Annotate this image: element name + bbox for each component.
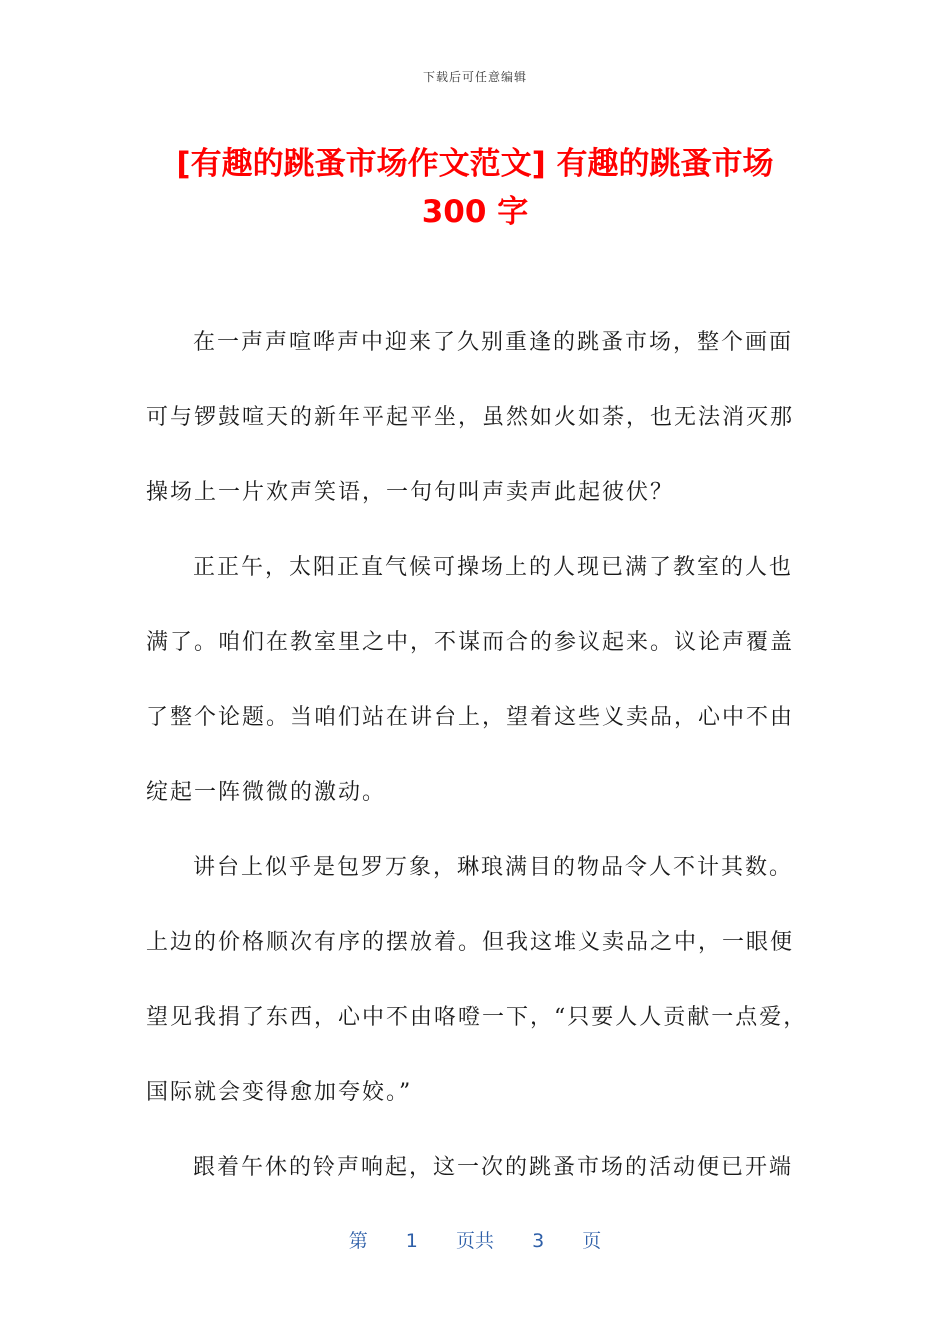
paragraph-4-line-1: 跟着午休的铃声响起，这一次的跳蚤市场的活动便已开端 — [193, 1155, 794, 1180]
footer-current-page: 1 — [405, 1230, 418, 1252]
paragraph-3-line-4: 国际就会变得愈加夸姣。” — [146, 1080, 413, 1105]
paragraph-1-line-1: 在一声声喧哗声中迎来了久别重逢的跳蚤市场，整个画面 — [193, 330, 794, 355]
paragraph-2-line-2: 满了。咱们在教室里之中，不谋而合的参议起来。议论声覆盖 — [146, 630, 795, 655]
title-line-1: [有趣的跳蚤市场作文范文] 有趣的跳蚤市场 — [176, 146, 774, 182]
page-footer — [0, 1226, 950, 1253]
paragraph-2-line-4: 绽起一阵微微的激动。 — [146, 780, 387, 805]
title-line-2: 300 字 — [421, 194, 529, 230]
footer-total-pages: 3 — [532, 1230, 545, 1252]
paragraph-3-line-1: 讲台上似乎是包罗万象，琳琅满目的物品令人不计其数。 — [193, 855, 794, 880]
paragraph-2-line-3: 了整个论题。当咱们站在讲台上，望着这些义卖品，心中不由 — [146, 705, 795, 730]
paragraph-1-line-3: 操场上一片欢声笑语，一句句叫声卖声此起彼伏？ — [146, 480, 675, 505]
article-body — [146, 318, 806, 1218]
footer-end-label: 页 — [582, 1230, 602, 1252]
footer-total-label: 页共 — [455, 1230, 494, 1252]
document-title — [100, 140, 850, 236]
paragraph-2-line-1: 正正午，太阳正直气候可操场上的人现已满了教室的人也 — [193, 555, 794, 580]
paragraph-3-line-2: 上边的价格顺次有序的摆放着。但我这堆义卖品之中，一眼便 — [146, 930, 795, 955]
paragraph-3-line-3: 望见我捐了东西，心中不由咯噔一下，“只要人人贡献一点爱， — [146, 1005, 808, 1030]
header-note: 下载后可任意编辑 — [422, 70, 527, 84]
paragraph-1-line-2: 可与锣鼓喧天的新年平起平坐，虽然如火如荼，也无法消灭那 — [146, 405, 795, 430]
footer-page-label: 第 — [348, 1230, 368, 1252]
